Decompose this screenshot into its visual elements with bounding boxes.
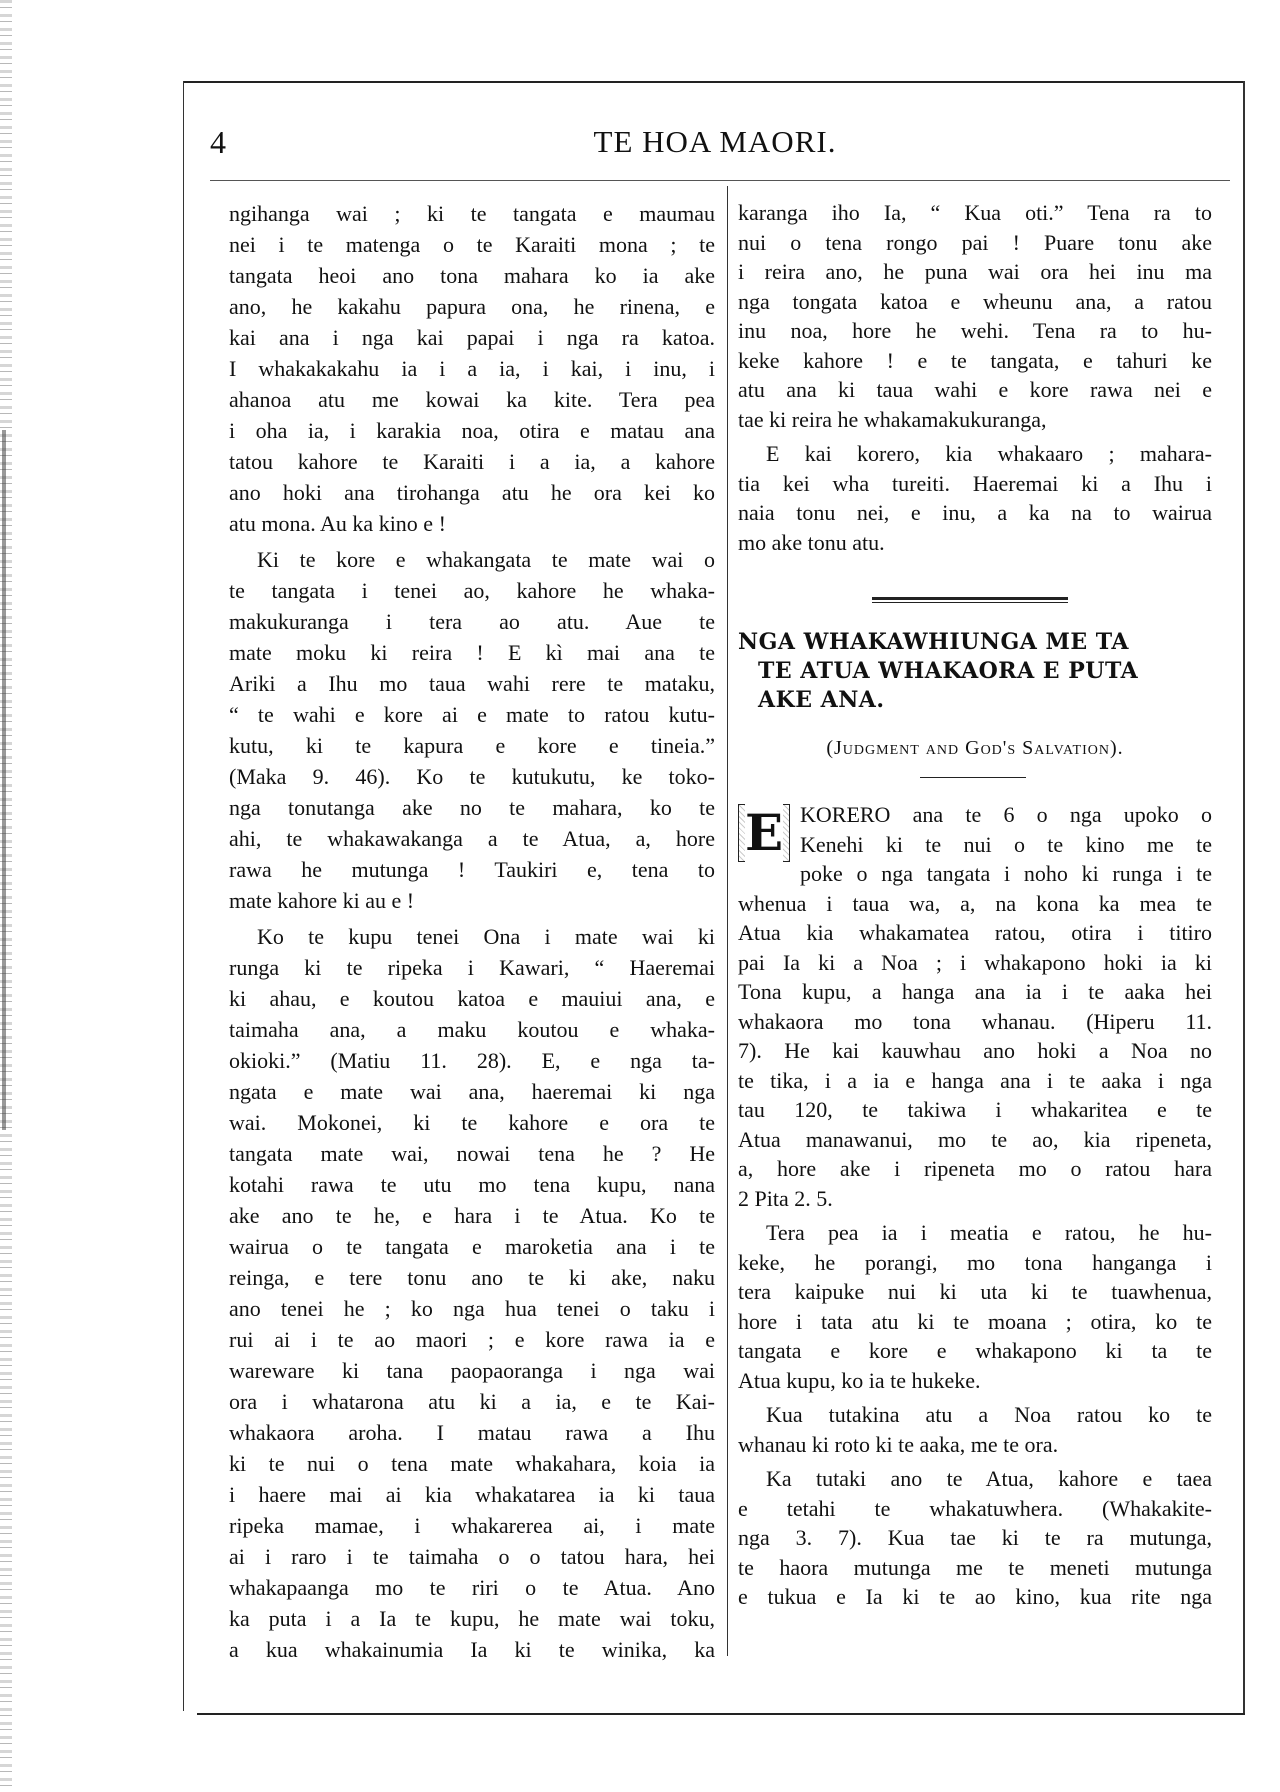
text-line: tatou kahore te Karaiti i a ia, a kahore bbox=[229, 449, 715, 474]
text-line: 2 Pita 2. 5. bbox=[738, 1185, 833, 1211]
text-line: mate kahore ki au e ! bbox=[229, 888, 415, 913]
text-line: whakaora mo tona whanau. (Hiperu 11. bbox=[738, 1008, 1212, 1034]
text-line: poke o nga tangata i noho ki runga i te bbox=[800, 861, 1212, 886]
text-line: whakaora aroha. I matau rawa a Ihu bbox=[229, 1420, 715, 1445]
left-border-line bbox=[183, 81, 184, 1711]
text-line: i oha ia, i karakia noa, otira e matau ana bbox=[229, 418, 715, 443]
text-line: i reira ano, he puna wai ora hei inu ma bbox=[738, 259, 1212, 284]
text-line: tau 120, te takiwa i whakaritea e te bbox=[738, 1097, 1212, 1122]
section-divider-double-thin bbox=[872, 602, 1068, 603]
text-line: keke, he porangi, mo tona hanganga i bbox=[738, 1249, 1212, 1275]
text-line: (Maka 9. 46). Ko te kutukutu, ke toko- bbox=[229, 764, 715, 789]
text-line: te tangata i tenei ao, kahore he whaka- bbox=[229, 578, 715, 603]
text-line: Atua kia whakamatea ratou, otira i titiro bbox=[738, 920, 1212, 945]
paragraph bbox=[738, 1400, 1212, 1459]
text-line: ora i whatarona atu ki a ia, e te Kai- bbox=[229, 1389, 715, 1414]
text-line: rui ai i te ao maori ; e kore rawa ia e bbox=[229, 1327, 715, 1352]
text-line: ano, he kakahu papura ona, he rinena, e bbox=[229, 294, 715, 319]
text-line: ngihanga wai ; ki te tangata e maumau bbox=[229, 201, 715, 226]
article-heading bbox=[738, 628, 1212, 715]
text-line: e tetahi te whakatuwhera. (Whakakite- bbox=[738, 1495, 1212, 1521]
text-line: tangata heoi ano tona mahara ko ia ake bbox=[229, 263, 715, 288]
text-line: wareware ki tana paopaoranga i nga wai bbox=[229, 1358, 715, 1383]
paragraph bbox=[738, 1218, 1212, 1395]
text-line: KORERO ana te 6 o nga upoko o bbox=[800, 802, 1212, 827]
text-line: ngata e mate wai ana, haeremai ki nga bbox=[229, 1079, 715, 1104]
text-line: karanga iho Ia, “ Kua oti.” Tena ra to bbox=[738, 200, 1212, 225]
text-line: taimaha ana, a maku koutou e whaka- bbox=[229, 1017, 715, 1042]
heading-line: AKE ANA. bbox=[758, 687, 885, 713]
text-line: tangata mate wai, nowai tena he ? He bbox=[229, 1141, 715, 1166]
text-line: tae ki reira he whakamakukuranga, bbox=[738, 406, 1047, 432]
text-line: runga ki te ripeka i Kawari, “ Haeremai bbox=[229, 955, 715, 980]
page-title: TE HOA MAORI. bbox=[593, 124, 837, 159]
heading-line: TE ATUA WHAKAORA E PUTA bbox=[758, 658, 1139, 684]
paragraph bbox=[229, 198, 715, 539]
article-subtitle: (Judgment and God's Salvation). bbox=[826, 737, 1124, 759]
text-line: whakapaanga mo te riri o te Atua. Ano bbox=[229, 1575, 715, 1600]
paragraph bbox=[738, 800, 1212, 1213]
text-line: te tika, i a ia e hanga ana i te aaka i nga bbox=[738, 1067, 1212, 1093]
text-line: nga 3. 7). Kua tae ki te ra mutunga, bbox=[738, 1525, 1212, 1550]
text-line: te haora mutunga me te meneti mutunga bbox=[738, 1554, 1212, 1580]
text-line: e tukua e Ia ki te ao kino, kua rite nga bbox=[738, 1584, 1212, 1609]
text-line: Atua kupu, ko ia te hukeke. bbox=[738, 1367, 981, 1393]
text-line: Ka tutaki ano te Atua, kahore e taea bbox=[766, 1466, 1212, 1491]
text-line: wai. Mokonei, ki te kahore e ora te bbox=[229, 1110, 715, 1135]
subtitle-rule bbox=[920, 777, 1026, 778]
text-line: “ te wahi e kore ai e mate to ratou kutu- bbox=[229, 702, 715, 727]
text-line: a kua whakainumia Ia ki te winika, ka bbox=[229, 1637, 715, 1662]
text-line: ki te nui o tena mate whakahara, koia ia bbox=[229, 1451, 715, 1476]
text-line: wairua o te tangata e maroketia ana i te bbox=[229, 1234, 715, 1259]
text-line: mate moku ki reira ! E kì mai ana te bbox=[229, 640, 715, 665]
right-border-line bbox=[1243, 81, 1245, 1715]
top-border-rule bbox=[183, 81, 1245, 83]
text-line: tera kaipuke nui ki uta ki te tuawhenua, bbox=[738, 1279, 1212, 1304]
paragraph bbox=[229, 544, 715, 916]
text-line: tangata e kore e whakapono ki ta te bbox=[738, 1338, 1212, 1363]
text-line: okioki.” (Matiu 11. 28). E, e nga ta- bbox=[229, 1048, 715, 1073]
text-line: hore i tata atu ki te moana ; otira, ko te bbox=[738, 1308, 1212, 1334]
text-line: Ko te kupu tenei Ona i mate wai ki bbox=[257, 924, 715, 949]
column-divider bbox=[727, 186, 728, 1656]
text-line: nei i te matenga o te Karaiti mona ; te bbox=[229, 232, 715, 257]
text-line: mo ake tonu atu. bbox=[738, 529, 885, 555]
text-line: nga tonutanga ake no te mahara, ko te bbox=[229, 795, 715, 820]
text-line: ahanoa atu me kowai ka kite. Tera pea bbox=[229, 387, 715, 412]
text-line: whanau ki roto ki te aaka, me te ora. bbox=[738, 1431, 1059, 1457]
article-paragraphs bbox=[738, 800, 1212, 1612]
text-line: naia tonu nei, e inu, a ka na to wairua bbox=[738, 500, 1212, 525]
page-number: 4 bbox=[210, 124, 226, 160]
paragraph bbox=[738, 198, 1212, 434]
text-line: i haere mai ai kia whakatarea ia ki taua bbox=[229, 1482, 715, 1507]
text-line: ahi, te whakawakanga a te Atua, a, hore bbox=[229, 826, 715, 851]
text-line: ripeka mamae, i whakarerea ai, i mate bbox=[229, 1513, 715, 1538]
text-line: Kenehi ki te nui o te kino me te bbox=[800, 831, 1212, 857]
paragraph bbox=[738, 439, 1212, 557]
text-line: a, hore ake i ripeneta mo o ratou hara bbox=[738, 1156, 1212, 1181]
paragraph bbox=[738, 1464, 1212, 1612]
text-line: kai ana i nga kai papai i nga ra katoa. bbox=[229, 325, 715, 350]
text-line: I whakakakahu ia i a ia, i kai, i inu, i bbox=[229, 356, 715, 381]
scan-edge-artifact bbox=[2, 430, 6, 1130]
text-line: pai Ia ki a Noa ; i whakapono hoki ia ki bbox=[738, 949, 1212, 975]
text-line: E kai korero, kia whakaaro ; mahara- bbox=[766, 441, 1212, 466]
text-line: Atua manawanui, mo te ao, kia ripeneta, bbox=[738, 1126, 1212, 1152]
text-line: Ki te kore e whakangata te mate wai o bbox=[257, 547, 715, 572]
section-divider-double bbox=[872, 597, 1068, 600]
text-line: makukuranga i tera ao atu. Aue te bbox=[229, 609, 715, 634]
text-line: nui o tena rongo pai ! Puare tonu ake bbox=[738, 229, 1212, 255]
drop-cap-ornament bbox=[738, 804, 790, 862]
header-rule bbox=[210, 180, 1230, 181]
text-line: Tera pea ia i meatia e ratou, he hu- bbox=[766, 1220, 1212, 1245]
text-line: Kua tutakina atu a Noa ratou ko te bbox=[766, 1402, 1212, 1427]
left-column bbox=[229, 198, 715, 1670]
heading-line: NGA WHAKAWHIUNGA ME TA bbox=[738, 629, 1130, 655]
text-line: ano hoki ana tirohanga atu he ora kei ko bbox=[229, 480, 715, 505]
text-line: Tona kupu, a hanga ana ia i te aaka hei bbox=[738, 979, 1212, 1004]
text-line: kotahi rawa te utu mo tena kupu, nana bbox=[229, 1172, 715, 1197]
text-line: ki ahau, e koutou katoa e mauiui ana, e bbox=[229, 986, 715, 1011]
text-line: ka puta i a Ia te kupu, he mate wai toku, bbox=[229, 1606, 715, 1631]
bottom-border-rule bbox=[197, 1713, 1245, 1715]
text-line: ano tenei he ; ko nga hua tenei o taku i bbox=[229, 1296, 715, 1321]
paragraph bbox=[229, 921, 715, 1665]
text-line: 7). He kai kauwhau ano hoki a Noa no bbox=[738, 1038, 1212, 1063]
text-line: rawa he mutunga ! Taukiri e, tena to bbox=[229, 857, 715, 882]
text-line: Ariki a Ihu mo taua wahi rere te mataku, bbox=[229, 671, 715, 696]
text-line: whenua i taua wa, a, na kona ka mea te bbox=[738, 890, 1212, 916]
text-line: kutu, ki te kapura e kore e tineia.” bbox=[229, 733, 715, 758]
drop-cap-letter: E bbox=[744, 803, 784, 862]
text-line: atu ana ki taua wahi e kore rawa nei e bbox=[738, 377, 1212, 402]
right-column-top bbox=[738, 198, 1212, 562]
text-line: keke kahore ! e te tangata, e tahuri ke bbox=[738, 347, 1212, 373]
text-line: tia kei wha tureiti. Haeremai ki a Ihu i bbox=[738, 470, 1212, 496]
text-line: ai i raro i te taimaha o o tatou hara, hei bbox=[229, 1544, 715, 1569]
article-body bbox=[738, 800, 1212, 1617]
text-line: reinga, e tere tonu ano te ki ake, naku bbox=[229, 1265, 715, 1290]
text-line: nga tongata katoa e wheunu ana, a ratou bbox=[738, 288, 1212, 314]
text-line: atu mona. Au ka kino e ! bbox=[229, 511, 446, 536]
text-line: ake ano te he, e hara i te Atua. Ko te bbox=[229, 1203, 715, 1228]
text-line: inu noa, hore he wehi. Tena ra to hu- bbox=[738, 318, 1212, 343]
